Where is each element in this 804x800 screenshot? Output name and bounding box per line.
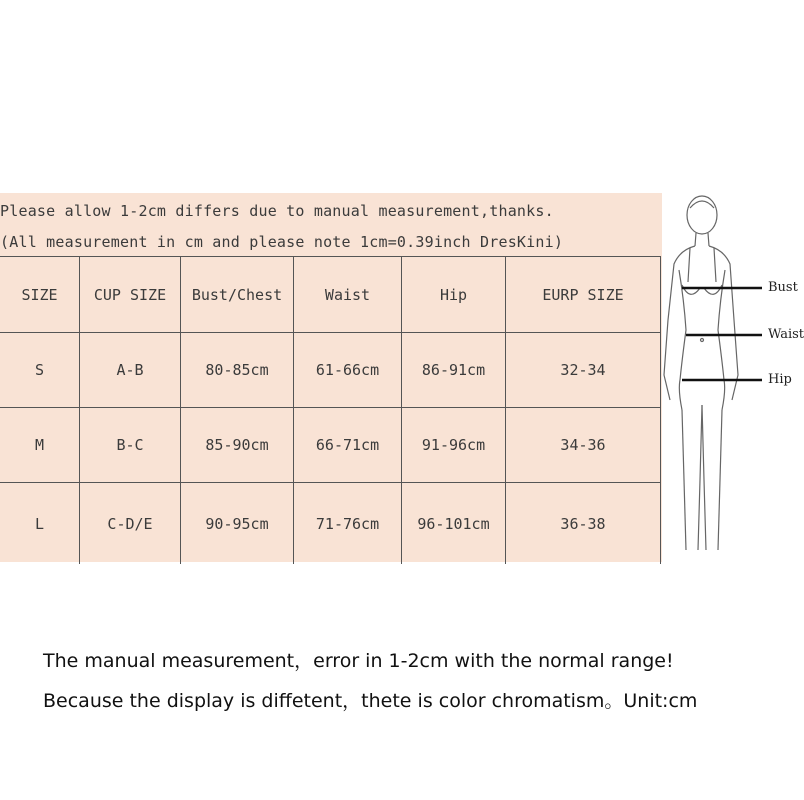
cell-size: M (0, 408, 80, 483)
bust-label: Bust (768, 280, 798, 295)
header-cup-size: CUP SIZE (80, 257, 181, 333)
cell-hip: 96-101cm (402, 483, 506, 565)
cell-cup-size: C-D/E (80, 483, 181, 565)
waist-label: Waist (768, 327, 804, 342)
cell-eurp-size: 36-38 (506, 483, 661, 565)
table-header-row (0, 257, 661, 333)
cell-bust: 80-85cm (181, 333, 294, 408)
caption-color-unit: Because the display is diffetent，thete is color chromatism。Unit:cm (43, 690, 698, 712)
cell-waist: 71-76cm (294, 483, 402, 565)
cell-bust: 85-90cm (181, 408, 294, 483)
cell-cup-size: A-B (80, 333, 181, 408)
cell-hip: 86-91cm (402, 333, 506, 408)
size-table (0, 256, 661, 564)
table-row (0, 333, 661, 408)
cell-size: L (0, 483, 80, 565)
header-bust: Bust/Chest (181, 257, 294, 333)
table-row (0, 408, 661, 483)
cell-hip: 91-96cm (402, 408, 506, 483)
measurement-note: Please allow 1-2cm differs due to manual measurement,thanks. (0, 202, 554, 220)
header-size: SIZE (0, 257, 80, 333)
header-waist: Waist (294, 257, 402, 333)
cell-bust: 90-95cm (181, 483, 294, 565)
cell-cup-size: B-C (80, 408, 181, 483)
body-measurement-figure (662, 190, 804, 565)
conversion-note: (All measurement in cm and please note 1cm=0.39inch DresKini) (0, 233, 564, 251)
cell-waist: 66-71cm (294, 408, 402, 483)
caption-measurement-error: The manual measurement，error in 1-2cm with the normal range! (43, 650, 674, 672)
cell-eurp-size: 34-36 (506, 408, 661, 483)
header-hip: Hip (402, 257, 506, 333)
hip-label: Hip (768, 372, 792, 387)
cell-size: S (0, 333, 80, 408)
table-row (0, 483, 661, 565)
cell-eurp-size: 32-34 (506, 333, 661, 408)
cell-waist: 61-66cm (294, 333, 402, 408)
header-eurp-size: EURP SIZE (506, 257, 661, 333)
